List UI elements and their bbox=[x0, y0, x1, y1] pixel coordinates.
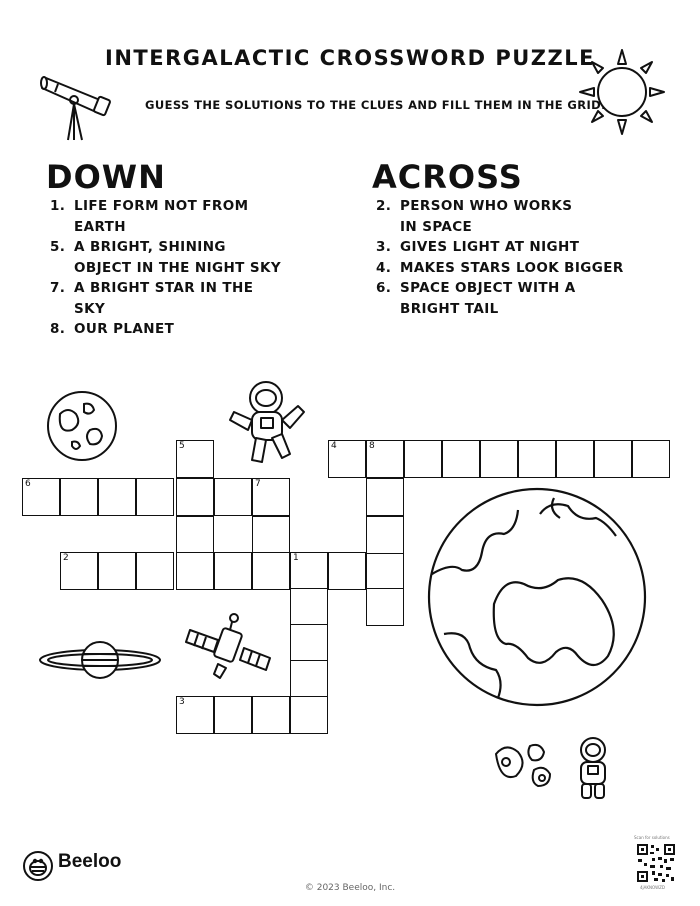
saturn-icon bbox=[36, 632, 166, 688]
asteroids-icon bbox=[490, 740, 560, 790]
grid-cell[interactable] bbox=[176, 440, 214, 478]
grid-cell[interactable] bbox=[252, 478, 290, 516]
clue-number: 7 bbox=[255, 479, 261, 489]
grid-cell[interactable] bbox=[366, 478, 404, 516]
grid-cell[interactable] bbox=[176, 696, 214, 734]
grid-cell[interactable] bbox=[366, 440, 404, 478]
clue-number: 4 bbox=[331, 441, 337, 451]
down-clue: 8. OUR PLANET bbox=[50, 321, 175, 337]
small-astronaut-icon bbox=[572, 736, 614, 802]
clue-number: 5 bbox=[179, 441, 185, 451]
page-subtitle: GUESS THE SOLUTIONS TO THE CLUES AND FILL THEM IN THE GRID. bbox=[145, 98, 606, 112]
satellite-icon bbox=[184, 608, 274, 680]
grid-cell[interactable] bbox=[22, 478, 60, 516]
earth-icon bbox=[424, 484, 650, 710]
clue-number: 2 bbox=[63, 553, 69, 563]
astronaut-icon bbox=[226, 376, 310, 472]
clue-number: 6 bbox=[25, 479, 31, 489]
grid-cell[interactable] bbox=[404, 440, 442, 478]
grid-cell[interactable] bbox=[290, 552, 328, 590]
across-clue: 2. PERSON WHO WORKS IN SPACE bbox=[376, 198, 573, 235]
grid-cell[interactable] bbox=[594, 440, 632, 478]
grid-cell[interactable] bbox=[328, 440, 366, 478]
across-clue: 4. MAKES STARS LOOK BIGGER bbox=[376, 259, 624, 276]
planet-icon bbox=[38, 388, 124, 464]
grid-cell[interactable] bbox=[290, 588, 328, 626]
grid-cell[interactable] bbox=[290, 624, 328, 662]
grid-cell[interactable] bbox=[176, 478, 214, 516]
grid-cell[interactable] bbox=[252, 696, 290, 734]
down-clue: 7. A BRIGHT STAR IN THE SKY bbox=[50, 280, 254, 317]
across-heading: ACROSS bbox=[372, 158, 523, 196]
qr-caption-bottom: 4jAKNOWZD bbox=[640, 885, 665, 890]
grid-cell[interactable] bbox=[214, 552, 252, 590]
bee-logo-icon bbox=[22, 850, 54, 882]
grid-cell[interactable] bbox=[556, 440, 594, 478]
grid-cell[interactable] bbox=[252, 552, 290, 590]
grid-cell[interactable] bbox=[176, 516, 214, 554]
grid-cell[interactable] bbox=[366, 552, 404, 590]
copyright-text: © 2023 Beeloo, Inc. bbox=[304, 883, 396, 893]
grid-cell[interactable] bbox=[480, 440, 518, 478]
grid-cell[interactable] bbox=[366, 588, 404, 626]
qr-code-icon[interactable] bbox=[636, 843, 676, 883]
clue-number: 1 bbox=[293, 553, 299, 563]
grid-cell[interactable] bbox=[136, 478, 174, 516]
telescope-icon bbox=[38, 66, 118, 146]
down-clues-list bbox=[50, 196, 284, 340]
grid-cell[interactable] bbox=[176, 552, 214, 590]
grid-cell[interactable] bbox=[98, 552, 136, 590]
down-clue: 1. LIFE FORM NOT FROM EARTH bbox=[50, 198, 249, 235]
grid-cell[interactable] bbox=[60, 478, 98, 516]
across-clue: 3. GIVES LIGHT AT NIGHT bbox=[376, 239, 580, 255]
grid-cell[interactable] bbox=[214, 478, 252, 516]
page-title: INTERGALACTIC CROSSWORD PUZZLE bbox=[105, 46, 595, 70]
grid-cell[interactable] bbox=[214, 696, 252, 734]
grid-cell[interactable] bbox=[518, 440, 556, 478]
grid-cell[interactable] bbox=[60, 552, 98, 590]
down-heading: DOWN bbox=[46, 158, 166, 196]
qr-caption-top: Scan for solutions bbox=[634, 835, 670, 840]
grid-cell[interactable] bbox=[328, 552, 366, 590]
grid-cell[interactable] bbox=[98, 478, 136, 516]
clue-number: 3 bbox=[179, 697, 185, 707]
grid-cell[interactable] bbox=[442, 440, 480, 478]
brand-name: Beeloo bbox=[58, 851, 122, 872]
across-clues-list bbox=[376, 196, 640, 319]
grid-cell[interactable] bbox=[290, 696, 328, 734]
grid-cell[interactable] bbox=[136, 552, 174, 590]
down-clue: 5. A BRIGHT, SHINING OBJECT IN THE NIGHT SKY bbox=[50, 239, 282, 276]
grid-cell[interactable] bbox=[252, 516, 290, 554]
across-clue: 6. SPACE OBJECT WITH A BRIGHT TAIL bbox=[376, 280, 576, 317]
grid-cell[interactable] bbox=[290, 660, 328, 698]
grid-cell[interactable] bbox=[632, 440, 670, 478]
grid-cell[interactable] bbox=[366, 516, 404, 554]
sun-icon bbox=[574, 44, 670, 140]
clue-number: 8 bbox=[369, 441, 375, 451]
